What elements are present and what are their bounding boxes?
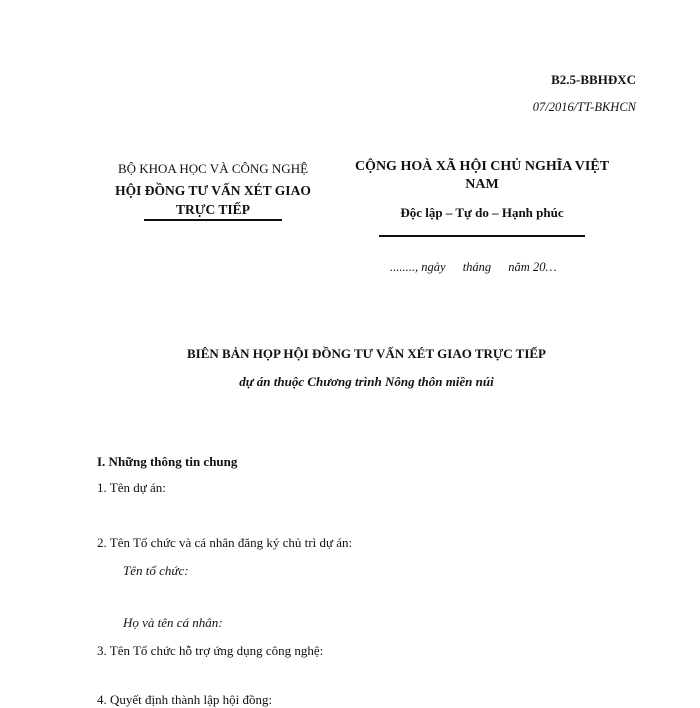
issuing-authority <box>98 158 328 221</box>
field-support-organization: 3. Tên Tổ chức hỗ trợ ứng dụng công nghệ: <box>97 643 324 658</box>
date-day: ........, ngày <box>390 260 446 274</box>
ministry-name: BỘ KHOA HỌC VÀ CÔNG NGHỆ <box>117 161 309 176</box>
date-year: năm 20… <box>508 260 557 274</box>
form-code: B2.5-BBHĐXC <box>551 72 636 87</box>
national-header <box>352 158 612 237</box>
motto-underline <box>379 235 585 237</box>
circular-number: 07/2016/TT-BKHCN <box>532 100 636 114</box>
date-month: tháng <box>462 260 492 274</box>
council-name-line2: TRỰC TIẾP <box>176 202 250 217</box>
section-heading: I. Những thông tin chung <box>97 454 238 469</box>
council-name-line1: HỘI ĐỒNG TƯ VẤN XÉT GIAO <box>115 183 311 198</box>
field-organization-name: Tên tổ chức: <box>123 563 189 578</box>
document-title: BIÊN BẢN HỌP HỘI ĐỒNG TƯ VẤN XÉT GIAO TRỰC TIẾP <box>186 346 546 361</box>
council-underline <box>144 219 282 221</box>
date-line <box>390 260 571 275</box>
nation-name: CỘNG HOÀ XÃ HỘI CHỦ NGHĨA VIỆT NAM <box>354 159 610 192</box>
field-project-name: 1. Tên dự án: <box>97 480 166 495</box>
field-host-organization: 2. Tên Tổ chức và cá nhân đăng ký chủ trì dự án: <box>97 535 353 550</box>
document-subtitle: dự án thuộc Chương trình Nông thôn miền núi <box>239 374 494 389</box>
national-motto: Độc lập – Tự do – Hạnh phúc <box>400 205 564 220</box>
field-council-decision: 4. Quyết định thành lập hội đồng: <box>97 692 273 707</box>
field-person-name: Họ và tên cá nhân: <box>123 615 223 630</box>
